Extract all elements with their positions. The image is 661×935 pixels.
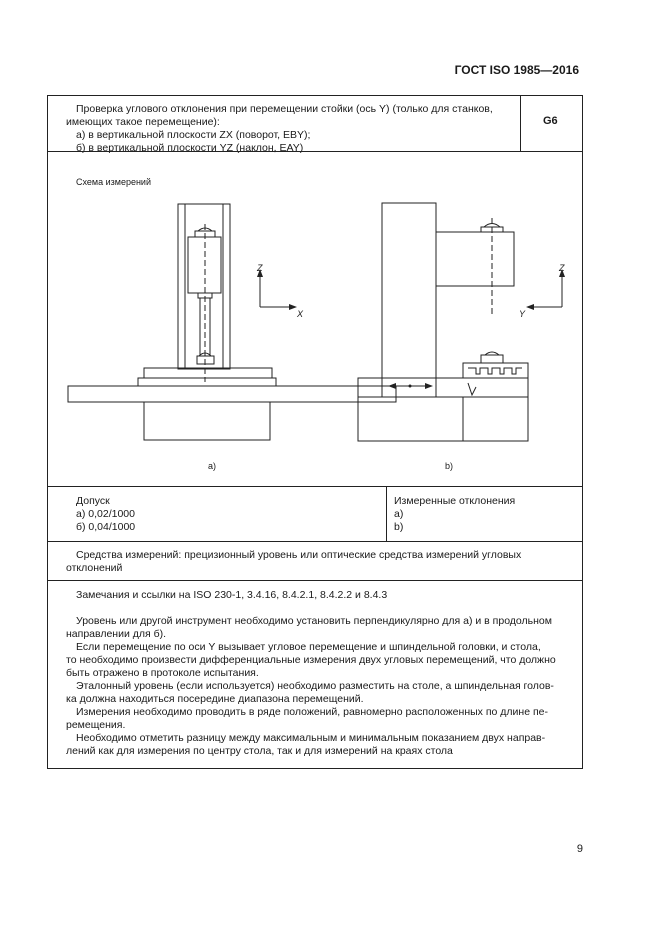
- notes-p2-l2: то необходимо произвести дифференциальные измерения двух угловых перемещений, что должно: [66, 654, 556, 666]
- notes-p4-l2: ремещения.: [66, 719, 126, 731]
- axis-z-left: Z: [257, 263, 263, 273]
- measured-b: b): [394, 521, 404, 533]
- notes-p3-l2: ка должна находиться посередине диапазона перемещений.: [66, 693, 364, 705]
- notes-p3-l1: Эталонный уровень (если используется) необходимо разместить на столе, а шпиндельная голов-: [76, 680, 554, 692]
- document-header: ГОСТ ISO 1985—2016: [454, 63, 579, 77]
- caption-a: a): [208, 461, 217, 471]
- check-item-a: а) в вертикальной плоскости ZX (поворот, EBY);: [76, 129, 311, 141]
- tolerance-b: б) 0,04/1000: [76, 521, 136, 533]
- check-item-b: б) в вертикальной плоскости YZ (наклон, EAY): [76, 142, 304, 154]
- notes-p5-l2: лений как для измерения по центру стола, так и для измерений на краях стола: [66, 745, 453, 757]
- axis-z-right: Z: [559, 263, 565, 273]
- check-code: G6: [543, 115, 558, 127]
- caption-b: b): [445, 461, 454, 471]
- axis-x: X: [297, 309, 304, 319]
- tolerance-a: а) 0,02/1000: [76, 508, 135, 520]
- inspection-table: [47, 95, 583, 769]
- notes-p1-l1: Уровень или другой инструмент необходимо установить перпендикулярно для а) и в продольном: [76, 615, 552, 627]
- notes-heading: Замечания и ссылки на ISO 230-1, 3.4.16, 8.4.2.1, 8.4.2.2 и 8.4.3: [76, 589, 388, 601]
- notes-p4-l1: Измерения необходимо проводить в ряде положений, равномерно расположенных по длине пе-: [76, 706, 548, 718]
- measured-a: а): [394, 508, 404, 520]
- check-title-line2: имеющих такое перемещение):: [66, 116, 220, 128]
- tools-line2: отклонений: [66, 562, 123, 574]
- notes-p5-l1: Необходимо отметить разницу между максимальным и минимальным показанием двух направ-: [76, 732, 546, 744]
- notes-p2-l1: Если перемещение по оси Y вызывает угловое перемещение и шпиндельной головки, и стола,: [76, 641, 541, 653]
- tools-line1: Средства измерений: прецизионный уровень или оптические средства измерений угловых: [76, 549, 522, 561]
- notes-p1-l2: направлении для б).: [66, 628, 167, 640]
- diagram-label: Схема измерений: [76, 177, 151, 187]
- measured-heading: Измеренные отклонения: [394, 495, 516, 507]
- tolerance-heading: Допуск: [76, 495, 110, 507]
- notes-p2-l3: быть отражено в протоколе испытания.: [66, 667, 259, 679]
- axis-y: Y: [519, 309, 526, 319]
- check-title-line1: Проверка углового отклонения при перемещении стойки (ось Y) (только для станков,: [76, 103, 493, 115]
- measurement-diagram: [48, 152, 584, 542]
- page-number: 9: [576, 843, 583, 855]
